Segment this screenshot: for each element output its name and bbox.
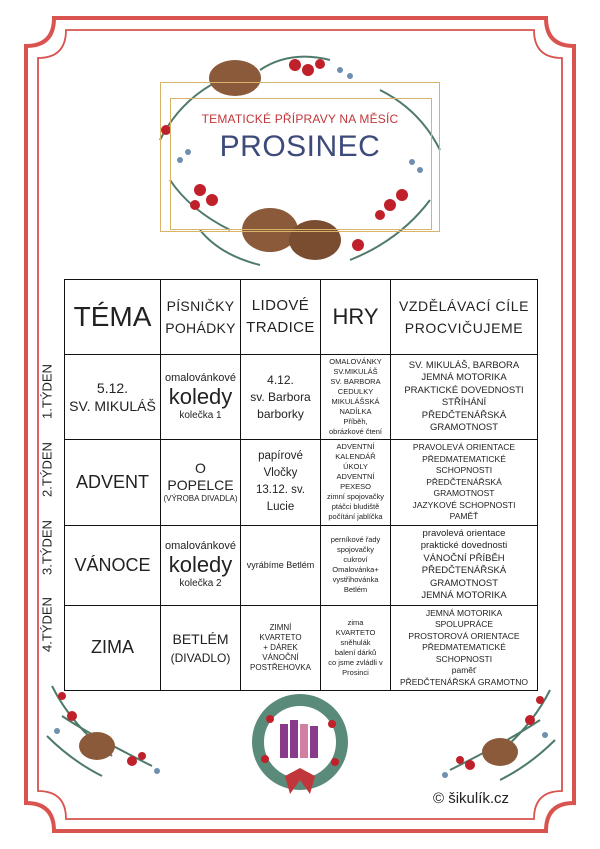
games-line: Prosinci bbox=[342, 667, 369, 677]
goal-line: SCHOPNOSTI bbox=[435, 465, 493, 475]
games-line: spojovačky bbox=[336, 545, 375, 554]
goal-line: PROSTOROVÁ ORIENTACE bbox=[408, 630, 520, 641]
songs-line: omalovánkové bbox=[165, 372, 236, 384]
games-line: KVARTETO bbox=[335, 627, 376, 637]
songs-line: O POPELCE bbox=[167, 460, 234, 494]
games-line: MIKULÁŠSKÁ bbox=[331, 397, 380, 406]
week-label-1: 1.TÝDEN bbox=[39, 364, 55, 419]
games-cell bbox=[321, 605, 391, 691]
topic-cell bbox=[65, 440, 161, 526]
games-line: co jsme zvládli v bbox=[328, 657, 383, 667]
goal-line: JEMNÁ MOTORIKA bbox=[421, 590, 507, 601]
topic-text: ZIMA bbox=[91, 637, 134, 658]
songs-line: kolečka 1 bbox=[179, 410, 222, 421]
table-row bbox=[65, 355, 538, 440]
games-line: počítání jablíčka bbox=[328, 512, 383, 522]
page-subtitle: TEMATICKÉ PŘÍPRAVY NA MĚSÍC bbox=[201, 112, 399, 126]
goal-line: paměť bbox=[451, 665, 477, 675]
traditions-cell bbox=[241, 525, 321, 605]
songs-line: omalovánkové bbox=[165, 540, 236, 552]
traditions-line: POSTŘEHOVKA bbox=[250, 662, 311, 672]
goal-line: JEMNÁ MOTORIKA bbox=[425, 607, 503, 618]
songs-line: (VÝROBA DIVADLA) bbox=[163, 494, 238, 504]
week-label-2: 2.TÝDEN bbox=[39, 442, 55, 497]
monthly-plan-table bbox=[64, 279, 538, 691]
games-line: perníkové řady bbox=[330, 535, 381, 544]
traditions-cell bbox=[241, 355, 321, 440]
songs-cell bbox=[161, 355, 241, 440]
goal-line: PŘEDČTENÁŘSKÁ GRAMOTNOST bbox=[421, 409, 507, 433]
games-line: Příběh, bbox=[343, 417, 368, 426]
traditions-line: 13.12. sv. Lucie bbox=[255, 484, 305, 514]
games-line: ADVENTNÍ bbox=[336, 442, 375, 452]
traditions-cell bbox=[241, 605, 321, 691]
songs-line: kolečka 2 bbox=[179, 578, 222, 589]
goal-line: JAZYKOVÉ SCHOPNOSTI bbox=[412, 499, 516, 510]
header-topic: TÉMA bbox=[65, 280, 161, 355]
table-row bbox=[65, 525, 538, 605]
topic-text: ADVENT bbox=[75, 471, 149, 492]
traditions-cell bbox=[241, 440, 321, 526]
header-traditions: LIDOVÉ TRADICE bbox=[241, 280, 321, 355]
games-cell bbox=[321, 355, 391, 440]
title-box bbox=[160, 82, 442, 232]
traditions-line: KVARTETO bbox=[259, 632, 302, 642]
corner-branch-left-decoration bbox=[42, 676, 172, 786]
page-title: PROSINEC bbox=[219, 130, 381, 163]
goal-line: praktické dovednosti bbox=[420, 540, 508, 551]
header-songs: PÍSNIČKY POHÁDKY bbox=[161, 280, 241, 355]
goal-line: VÁNOČNÍ PŘÍBĚH bbox=[423, 552, 505, 564]
goal-line: SV. MIKULÁŠ, BARBORA bbox=[408, 359, 520, 371]
goal-line: GRAMOTNOST bbox=[433, 488, 495, 498]
songs-cell bbox=[161, 605, 241, 691]
traditions-line: vyrábíme Betlém bbox=[246, 560, 315, 570]
songs-line: BETLÉM bbox=[172, 630, 229, 647]
topic-text: VÁNOCE bbox=[74, 554, 151, 575]
songs-line: (DIVADLO) bbox=[170, 650, 231, 665]
goals-cell bbox=[391, 440, 538, 526]
songs-line: koledy bbox=[168, 384, 233, 409]
table-header-row bbox=[65, 280, 538, 355]
goal-line: JEMNÁ MOTORIKA bbox=[421, 372, 507, 383]
games-cell bbox=[321, 440, 391, 526]
traditions-line: barborky bbox=[257, 406, 304, 421]
copyright-text: © šikulík.cz bbox=[433, 790, 510, 807]
topic-date: 5.12. bbox=[96, 380, 129, 396]
games-line: SV. BARBORA bbox=[330, 377, 381, 386]
goal-line: PAMĚŤ bbox=[449, 511, 479, 521]
games-line: obrázkové čtení bbox=[329, 427, 382, 436]
games-line: ptáčci bludiště bbox=[331, 502, 380, 512]
goal-line: PŘEDMATEMATICKÉ SCHOPNOSTI bbox=[422, 642, 506, 664]
games-line: zima bbox=[347, 617, 364, 627]
games-line: OMALOVÁNKY bbox=[329, 357, 382, 366]
games-line: Omalovánka+ bbox=[332, 565, 379, 574]
games-cell bbox=[321, 525, 391, 605]
goal-line: PRAKTICKÉ DOVEDNOSTI bbox=[404, 384, 524, 396]
songs-line: koledy bbox=[168, 552, 233, 577]
week-label-3: 3.TÝDEN bbox=[39, 520, 55, 575]
games-line: ADVENTNÍ PEXESO bbox=[336, 472, 375, 492]
goal-line: PŘEDČTENÁŘSKÁ bbox=[426, 476, 502, 487]
traditions-line: papírové bbox=[258, 450, 303, 463]
traditions-line: sv. Barbora bbox=[250, 389, 311, 404]
header-goals: VZDĚLÁVACÍ CÍLE PROCVIČUJEME bbox=[391, 280, 538, 355]
goal-line: STŘÍHÁNÍ bbox=[441, 397, 487, 408]
games-line: cukroví bbox=[343, 555, 368, 564]
games-line: balení dárků bbox=[334, 647, 377, 657]
goal-line: SPOLUPRÁCE bbox=[434, 619, 494, 629]
traditions-line: ZIMNÍ bbox=[269, 622, 292, 632]
week-label-4: 4.TÝDEN bbox=[39, 597, 55, 652]
goal-line: PŘEDČTENÁŘSKÁ GRAMOTNOST bbox=[421, 565, 507, 589]
traditions-line: + DÁREK bbox=[263, 642, 298, 652]
corner-branch-right-decoration bbox=[430, 680, 560, 790]
games-line: Betlém bbox=[343, 585, 368, 594]
topic-text: SV. MIKULÁŠ bbox=[69, 398, 156, 414]
topic-cell bbox=[65, 355, 161, 440]
advent-candles bbox=[280, 720, 318, 758]
goals-cell bbox=[391, 355, 538, 440]
songs-cell bbox=[161, 525, 241, 605]
games-line: NADÍLKA bbox=[339, 407, 372, 416]
games-line: zimní spojovačky bbox=[326, 492, 385, 502]
topic-cell bbox=[65, 525, 161, 605]
games-line: CEDULKY bbox=[337, 387, 374, 396]
games-line: sněhulák bbox=[340, 637, 371, 647]
goal-line: PŘEDMATEMATICKÉ bbox=[422, 453, 506, 464]
goal-line: pravolevá orientace bbox=[422, 527, 506, 539]
header-games: HRY bbox=[321, 280, 391, 355]
goals-cell bbox=[391, 525, 538, 605]
goal-line: PŘEDČTENÁŘSKÁ GRAMOTNO bbox=[400, 676, 528, 687]
table-row bbox=[65, 440, 538, 526]
traditions-line: Vločky bbox=[263, 467, 298, 480]
songs-cell bbox=[161, 440, 241, 526]
goal-line: PRAVOLEVÁ ORIENTACE bbox=[412, 442, 516, 452]
games-line: KALENDÁŘ ÚKOLY bbox=[335, 452, 376, 472]
goals-cell bbox=[391, 605, 538, 691]
traditions-line: 4.12. bbox=[267, 372, 294, 387]
games-line: vystřihovánka bbox=[332, 575, 379, 584]
traditions-line: VÁNOČNÍ bbox=[262, 652, 299, 662]
games-line: SV.MIKULÁŠ bbox=[333, 367, 378, 376]
advent-wreath-decoration bbox=[240, 684, 360, 804]
